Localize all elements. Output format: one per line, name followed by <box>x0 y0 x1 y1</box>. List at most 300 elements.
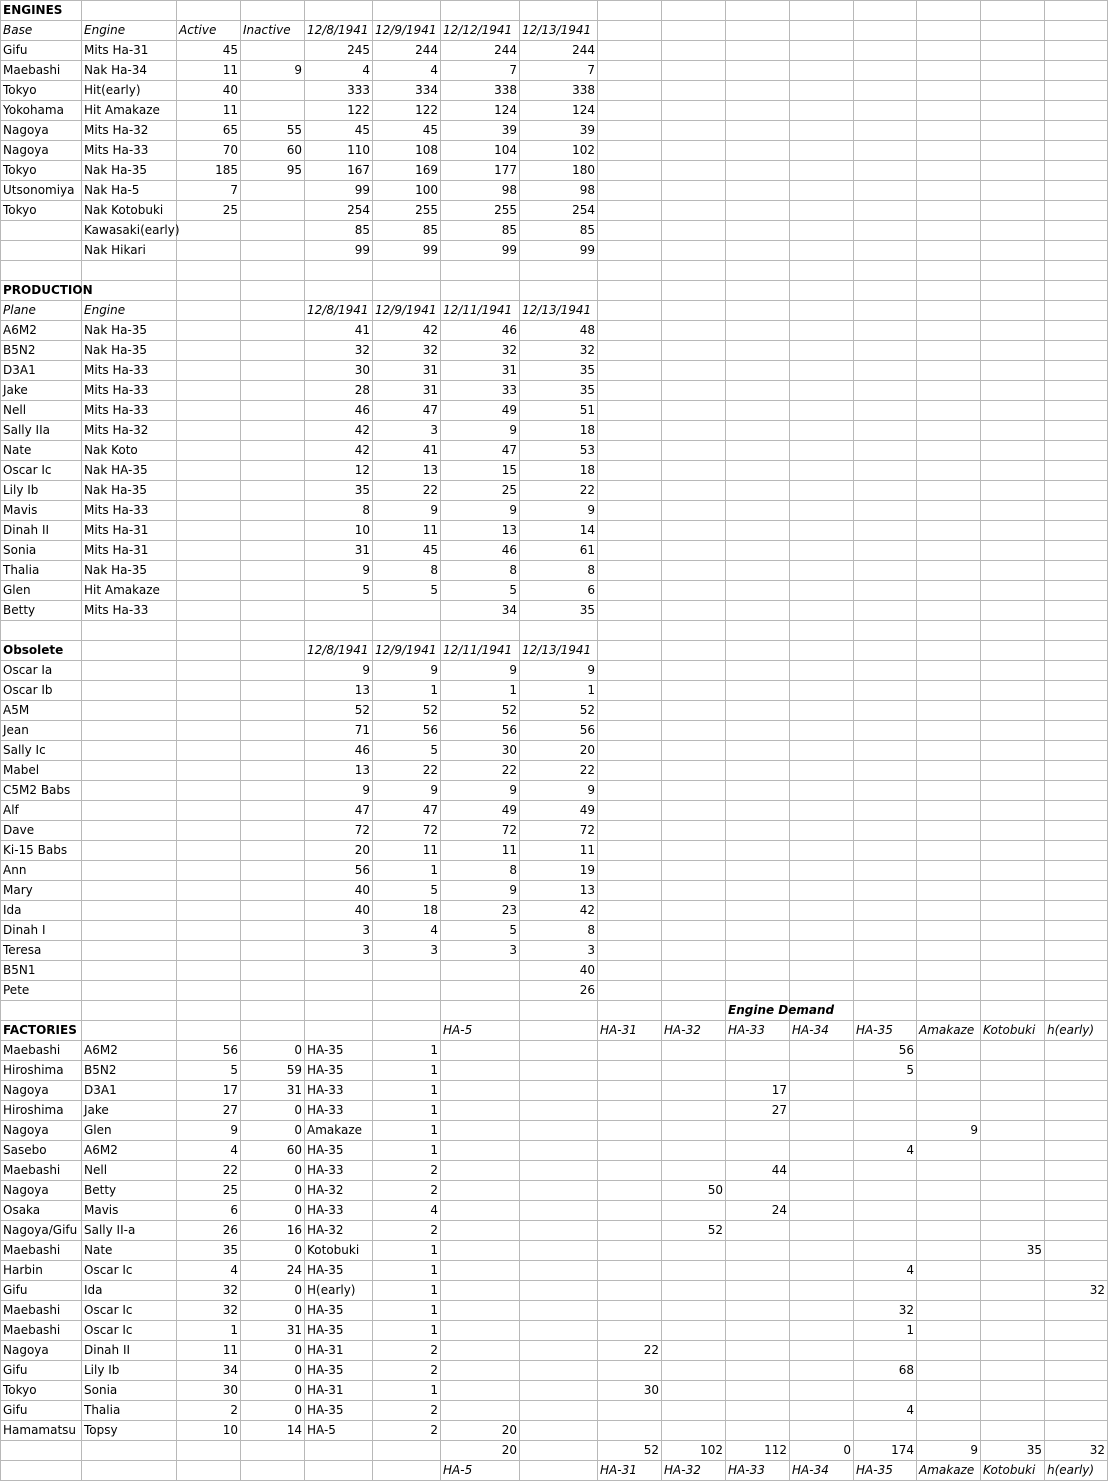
sheet-cell[interactable]: 1 <box>373 1241 441 1261</box>
sheet-cell[interactable] <box>598 441 662 461</box>
sheet-cell[interactable] <box>662 261 726 281</box>
sheet-cell[interactable] <box>177 241 241 261</box>
sheet-cell[interactable]: 4 <box>373 921 441 941</box>
sheet-cell[interactable] <box>726 1381 790 1401</box>
sheet-cell[interactable] <box>598 701 662 721</box>
sheet-cell[interactable]: 3 <box>520 941 598 961</box>
sheet-cell[interactable] <box>981 621 1045 641</box>
sheet-cell[interactable] <box>1045 1121 1108 1141</box>
sheet-cell[interactable] <box>241 441 305 461</box>
sheet-cell[interactable]: Tokyo <box>1 81 82 101</box>
sheet-cell[interactable]: A6M2 <box>82 1041 177 1061</box>
sheet-cell[interactable] <box>917 1281 981 1301</box>
sheet-cell[interactable]: 30 <box>305 361 373 381</box>
sheet-cell[interactable] <box>1045 1061 1108 1081</box>
sheet-cell[interactable]: 68 <box>854 1361 917 1381</box>
sheet-cell[interactable] <box>981 1181 1045 1201</box>
sheet-cell[interactable]: 39 <box>441 121 520 141</box>
sheet-cell[interactable]: 35 <box>520 361 598 381</box>
sheet-cell[interactable]: 1 <box>373 1101 441 1121</box>
sheet-cell[interactable] <box>790 1221 854 1241</box>
sheet-cell[interactable]: 12/13/1941 <box>520 301 598 321</box>
sheet-cell[interactable] <box>981 461 1045 481</box>
sheet-cell[interactable] <box>520 1061 598 1081</box>
sheet-cell[interactable] <box>790 341 854 361</box>
sheet-cell[interactable] <box>662 441 726 461</box>
sheet-cell[interactable]: 255 <box>441 201 520 221</box>
sheet-cell[interactable]: 3 <box>305 921 373 941</box>
sheet-cell[interactable]: 56 <box>177 1041 241 1061</box>
sheet-cell[interactable] <box>520 1261 598 1281</box>
sheet-cell[interactable] <box>598 801 662 821</box>
sheet-cell[interactable] <box>598 1221 662 1241</box>
sheet-cell[interactable] <box>1045 841 1108 861</box>
sheet-cell[interactable] <box>662 141 726 161</box>
sheet-cell[interactable] <box>441 961 520 981</box>
sheet-cell[interactable] <box>917 681 981 701</box>
sheet-cell[interactable] <box>917 1141 981 1161</box>
sheet-cell[interactable] <box>917 1041 981 1061</box>
sheet-cell[interactable]: 104 <box>441 141 520 161</box>
sheet-cell[interactable] <box>790 1081 854 1101</box>
sheet-cell[interactable]: Ida <box>1 901 82 921</box>
sheet-cell[interactable] <box>520 1021 598 1041</box>
sheet-cell[interactable]: 167 <box>305 161 373 181</box>
sheet-cell[interactable] <box>598 501 662 521</box>
sheet-cell[interactable] <box>790 1401 854 1421</box>
sheet-cell[interactable] <box>241 541 305 561</box>
sheet-cell[interactable] <box>662 1321 726 1341</box>
sheet-cell[interactable] <box>1045 1001 1108 1021</box>
sheet-cell[interactable] <box>177 441 241 461</box>
sheet-cell[interactable] <box>82 281 177 301</box>
sheet-cell[interactable]: 52 <box>441 701 520 721</box>
sheet-cell[interactable] <box>790 881 854 901</box>
sheet-cell[interactable] <box>981 201 1045 221</box>
sheet-cell[interactable] <box>981 1101 1045 1121</box>
sheet-cell[interactable]: 10 <box>305 521 373 541</box>
sheet-cell[interactable] <box>790 1 854 21</box>
sheet-cell[interactable]: Nak Ha-34 <box>82 61 177 81</box>
sheet-cell[interactable]: 5 <box>441 581 520 601</box>
sheet-cell[interactable] <box>241 1441 305 1461</box>
sheet-cell[interactable] <box>981 141 1045 161</box>
sheet-cell[interactable]: HA-35 <box>305 1261 373 1281</box>
sheet-cell[interactable]: Nate <box>82 1241 177 1261</box>
sheet-cell[interactable]: Oscar Ic <box>82 1321 177 1341</box>
sheet-cell[interactable]: Lily Ib <box>82 1361 177 1381</box>
sheet-cell[interactable] <box>241 261 305 281</box>
sheet-cell[interactable] <box>1045 221 1108 241</box>
sheet-cell[interactable] <box>726 441 790 461</box>
sheet-cell[interactable] <box>177 861 241 881</box>
sheet-cell[interactable]: Mavis <box>82 1201 177 1221</box>
sheet-cell[interactable] <box>598 841 662 861</box>
sheet-cell[interactable] <box>726 101 790 121</box>
sheet-cell[interactable]: 41 <box>305 321 373 341</box>
sheet-cell[interactable] <box>82 781 177 801</box>
sheet-cell[interactable]: 9 <box>917 1441 981 1461</box>
sheet-cell[interactable] <box>981 401 1045 421</box>
sheet-cell[interactable] <box>917 541 981 561</box>
sheet-cell[interactable]: 98 <box>520 181 598 201</box>
sheet-cell[interactable]: 9 <box>441 501 520 521</box>
sheet-cell[interactable]: 59 <box>241 1061 305 1081</box>
sheet-cell[interactable] <box>981 761 1045 781</box>
sheet-cell[interactable] <box>790 781 854 801</box>
sheet-cell[interactable] <box>917 961 981 981</box>
sheet-cell[interactable] <box>790 241 854 261</box>
sheet-cell[interactable]: 1 <box>373 1121 441 1141</box>
sheet-cell[interactable]: 9 <box>305 661 373 681</box>
sheet-cell[interactable]: 0 <box>241 1101 305 1121</box>
sheet-cell[interactable] <box>854 361 917 381</box>
sheet-cell[interactable] <box>1045 281 1108 301</box>
sheet-cell[interactable] <box>373 281 441 301</box>
sheet-cell[interactable] <box>1045 521 1108 541</box>
sheet-cell[interactable]: Nagoya <box>1 121 82 141</box>
sheet-cell[interactable]: HA-35 <box>305 1061 373 1081</box>
sheet-cell[interactable]: 9 <box>441 881 520 901</box>
sheet-cell[interactable]: 12/11/1941 <box>441 301 520 321</box>
sheet-cell[interactable]: Thalia <box>82 1401 177 1421</box>
sheet-cell[interactable] <box>854 541 917 561</box>
sheet-cell[interactable] <box>241 861 305 881</box>
sheet-cell[interactable] <box>790 621 854 641</box>
sheet-cell[interactable]: 35 <box>520 601 598 621</box>
sheet-cell[interactable]: HA-32 <box>662 1461 726 1481</box>
sheet-cell[interactable]: 45 <box>373 541 441 561</box>
sheet-cell[interactable]: 254 <box>305 201 373 221</box>
sheet-cell[interactable] <box>854 1221 917 1241</box>
sheet-cell[interactable] <box>1045 1141 1108 1161</box>
sheet-cell[interactable]: 47 <box>373 401 441 421</box>
sheet-cell[interactable]: Betty <box>1 601 82 621</box>
sheet-cell[interactable] <box>917 1201 981 1221</box>
sheet-cell[interactable]: 4 <box>854 1141 917 1161</box>
sheet-cell[interactable] <box>520 1381 598 1401</box>
sheet-cell[interactable] <box>917 1221 981 1241</box>
sheet-cell[interactable]: Plane <box>1 301 82 321</box>
sheet-cell[interactable] <box>177 561 241 581</box>
sheet-cell[interactable] <box>177 541 241 561</box>
sheet-cell[interactable] <box>854 41 917 61</box>
sheet-cell[interactable] <box>662 641 726 661</box>
sheet-cell[interactable]: 34 <box>441 601 520 621</box>
sheet-cell[interactable]: 18 <box>520 421 598 441</box>
sheet-cell[interactable]: Harbin <box>1 1261 82 1281</box>
sheet-cell[interactable] <box>726 541 790 561</box>
sheet-cell[interactable] <box>981 681 1045 701</box>
sheet-cell[interactable] <box>1045 1261 1108 1281</box>
sheet-cell[interactable] <box>441 1161 520 1181</box>
sheet-cell[interactable] <box>241 721 305 741</box>
sheet-cell[interactable] <box>981 961 1045 981</box>
sheet-cell[interactable]: 122 <box>373 101 441 121</box>
sheet-cell[interactable] <box>177 601 241 621</box>
sheet-cell[interactable] <box>790 401 854 421</box>
sheet-cell[interactable] <box>726 581 790 601</box>
sheet-cell[interactable]: 4 <box>177 1261 241 1281</box>
sheet-cell[interactable]: Nagoya/Gifu <box>1 1221 82 1241</box>
sheet-cell[interactable]: HA-32 <box>305 1181 373 1201</box>
sheet-cell[interactable] <box>241 621 305 641</box>
sheet-cell[interactable] <box>726 201 790 221</box>
sheet-cell[interactable] <box>981 1401 1045 1421</box>
sheet-cell[interactable] <box>373 1001 441 1021</box>
sheet-cell[interactable] <box>662 1261 726 1281</box>
sheet-cell[interactable] <box>981 601 1045 621</box>
sheet-cell[interactable] <box>241 781 305 801</box>
sheet-cell[interactable]: 11 <box>177 101 241 121</box>
sheet-cell[interactable] <box>981 261 1045 281</box>
sheet-cell[interactable] <box>662 701 726 721</box>
sheet-cell[interactable]: 65 <box>177 121 241 141</box>
sheet-cell[interactable] <box>177 1 241 21</box>
sheet-cell[interactable]: 9 <box>373 781 441 801</box>
sheet-cell[interactable] <box>854 641 917 661</box>
sheet-cell[interactable]: A6M2 <box>1 321 82 341</box>
sheet-cell[interactable]: 25 <box>441 481 520 501</box>
sheet-cell[interactable] <box>790 481 854 501</box>
sheet-cell[interactable]: 8 <box>305 501 373 521</box>
sheet-cell[interactable]: Dinah I <box>1 921 82 941</box>
sheet-cell[interactable] <box>790 701 854 721</box>
sheet-cell[interactable]: 12 <box>305 461 373 481</box>
sheet-cell[interactable]: 95 <box>241 161 305 181</box>
sheet-cell[interactable] <box>790 721 854 741</box>
sheet-cell[interactable] <box>82 821 177 841</box>
sheet-cell[interactable] <box>790 441 854 461</box>
sheet-cell[interactable]: 31 <box>305 541 373 561</box>
sheet-cell[interactable]: 49 <box>520 801 598 821</box>
sheet-cell[interactable] <box>82 881 177 901</box>
sheet-cell[interactable] <box>917 1001 981 1021</box>
sheet-cell[interactable]: 2 <box>373 1341 441 1361</box>
sheet-cell[interactable]: 22 <box>177 1161 241 1181</box>
sheet-cell[interactable] <box>241 401 305 421</box>
sheet-cell[interactable] <box>598 1401 662 1421</box>
sheet-cell[interactable] <box>854 1181 917 1201</box>
sheet-cell[interactable] <box>854 761 917 781</box>
sheet-cell[interactable] <box>726 621 790 641</box>
sheet-cell[interactable] <box>726 641 790 661</box>
sheet-cell[interactable] <box>790 381 854 401</box>
sheet-cell[interactable] <box>598 301 662 321</box>
sheet-cell[interactable] <box>726 961 790 981</box>
sheet-cell[interactable] <box>662 41 726 61</box>
sheet-cell[interactable]: 18 <box>520 461 598 481</box>
sheet-cell[interactable]: Mabel <box>1 761 82 781</box>
sheet-cell[interactable] <box>917 1301 981 1321</box>
sheet-cell[interactable] <box>854 301 917 321</box>
sheet-cell[interactable] <box>1045 741 1108 761</box>
sheet-cell[interactable] <box>726 321 790 341</box>
sheet-cell[interactable] <box>305 1021 373 1041</box>
sheet-cell[interactable]: Nak Hikari <box>82 241 177 261</box>
sheet-cell[interactable] <box>520 1201 598 1221</box>
sheet-cell[interactable] <box>598 1 662 21</box>
sheet-cell[interactable]: 53 <box>520 441 598 461</box>
sheet-cell[interactable]: Nak Ha-5 <box>82 181 177 201</box>
sheet-cell[interactable] <box>790 761 854 781</box>
sheet-cell[interactable]: 9 <box>241 61 305 81</box>
sheet-cell[interactable] <box>854 481 917 501</box>
sheet-cell[interactable]: 5 <box>373 581 441 601</box>
sheet-cell[interactable] <box>82 901 177 921</box>
sheet-cell[interactable] <box>981 301 1045 321</box>
sheet-cell[interactable] <box>598 461 662 481</box>
sheet-cell[interactable] <box>790 1281 854 1301</box>
sheet-cell[interactable] <box>598 901 662 921</box>
sheet-cell[interactable]: 31 <box>373 381 441 401</box>
sheet-cell[interactable] <box>1045 61 1108 81</box>
sheet-cell[interactable] <box>981 641 1045 661</box>
sheet-cell[interactable]: 22 <box>373 761 441 781</box>
sheet-cell[interactable]: 12/13/1941 <box>520 641 598 661</box>
sheet-cell[interactable] <box>726 1241 790 1261</box>
sheet-cell[interactable]: 1 <box>373 861 441 881</box>
sheet-cell[interactable]: Tokyo <box>1 1381 82 1401</box>
sheet-cell[interactable] <box>854 561 917 581</box>
sheet-cell[interactable]: Nak Ha-35 <box>82 161 177 181</box>
sheet-cell[interactable]: B5N1 <box>1 961 82 981</box>
sheet-cell[interactable]: 102 <box>520 141 598 161</box>
sheet-cell[interactable]: Mits Ha-33 <box>82 601 177 621</box>
sheet-cell[interactable] <box>441 1401 520 1421</box>
sheet-cell[interactable]: HA-34 <box>790 1021 854 1041</box>
sheet-cell[interactable] <box>1045 301 1108 321</box>
sheet-cell[interactable] <box>917 1081 981 1101</box>
sheet-cell[interactable] <box>177 661 241 681</box>
sheet-cell[interactable]: 3 <box>305 941 373 961</box>
sheet-cell[interactable]: 26 <box>177 1221 241 1241</box>
sheet-cell[interactable]: Betty <box>82 1181 177 1201</box>
sheet-cell[interactable]: Mits Ha-31 <box>82 41 177 61</box>
sheet-cell[interactable] <box>1045 1201 1108 1221</box>
sheet-cell[interactable] <box>917 1381 981 1401</box>
sheet-cell[interactable] <box>981 1141 1045 1161</box>
sheet-cell[interactable]: 99 <box>520 241 598 261</box>
sheet-cell[interactable] <box>662 1161 726 1181</box>
sheet-cell[interactable]: 1 <box>520 681 598 701</box>
sheet-cell[interactable]: 185 <box>177 161 241 181</box>
sheet-cell[interactable] <box>598 81 662 101</box>
sheet-cell[interactable] <box>726 901 790 921</box>
sheet-cell[interactable] <box>241 281 305 301</box>
sheet-cell[interactable]: 0 <box>241 1161 305 1181</box>
sheet-cell[interactable] <box>854 661 917 681</box>
sheet-cell[interactable]: 47 <box>441 441 520 461</box>
sheet-cell[interactable]: 56 <box>305 861 373 881</box>
sheet-cell[interactable] <box>726 941 790 961</box>
sheet-cell[interactable]: 18 <box>373 901 441 921</box>
sheet-cell[interactable] <box>662 501 726 521</box>
sheet-cell[interactable]: A6M2 <box>82 1141 177 1161</box>
sheet-cell[interactable]: 8 <box>520 561 598 581</box>
sheet-cell[interactable] <box>241 1 305 21</box>
sheet-cell[interactable] <box>305 961 373 981</box>
sheet-cell[interactable] <box>598 41 662 61</box>
sheet-cell[interactable] <box>981 1341 1045 1361</box>
sheet-cell[interactable]: 338 <box>520 81 598 101</box>
sheet-cell[interactable] <box>726 701 790 721</box>
sheet-cell[interactable] <box>726 261 790 281</box>
sheet-cell[interactable] <box>1045 341 1108 361</box>
sheet-cell[interactable] <box>241 881 305 901</box>
sheet-cell[interactable] <box>1045 1401 1108 1421</box>
sheet-cell[interactable]: Nak Ha-35 <box>82 481 177 501</box>
sheet-cell[interactable]: 49 <box>441 801 520 821</box>
sheet-cell[interactable]: 11 <box>441 841 520 861</box>
sheet-cell[interactable] <box>598 381 662 401</box>
sheet-cell[interactable] <box>790 981 854 1001</box>
sheet-cell[interactable]: Maebashi <box>1 1301 82 1321</box>
sheet-cell[interactable] <box>726 141 790 161</box>
sheet-cell[interactable] <box>520 1241 598 1261</box>
sheet-cell[interactable]: 180 <box>520 161 598 181</box>
sheet-cell[interactable]: 9 <box>441 421 520 441</box>
sheet-cell[interactable]: Nak Ha-35 <box>82 341 177 361</box>
sheet-cell[interactable]: Dinah II <box>1 521 82 541</box>
sheet-cell[interactable] <box>1045 601 1108 621</box>
sheet-cell[interactable] <box>854 1161 917 1181</box>
sheet-cell[interactable]: 169 <box>373 161 441 181</box>
sheet-cell[interactable]: 0 <box>241 1241 305 1261</box>
sheet-cell[interactable] <box>241 821 305 841</box>
sheet-cell[interactable] <box>662 481 726 501</box>
sheet-cell[interactable] <box>854 401 917 421</box>
sheet-cell[interactable]: 12/12/1941 <box>441 21 520 41</box>
sheet-cell[interactable] <box>520 621 598 641</box>
sheet-cell[interactable] <box>854 81 917 101</box>
sheet-cell[interactable] <box>1045 1341 1108 1361</box>
sheet-cell[interactable]: PRODUCTION <box>1 281 82 301</box>
sheet-cell[interactable]: 1 <box>373 1301 441 1321</box>
sheet-cell[interactable]: Kotobuki <box>305 1241 373 1261</box>
sheet-cell[interactable]: 19 <box>520 861 598 881</box>
sheet-cell[interactable] <box>726 41 790 61</box>
sheet-cell[interactable]: D3A1 <box>1 361 82 381</box>
sheet-cell[interactable] <box>726 1061 790 1081</box>
sheet-cell[interactable]: 60 <box>241 141 305 161</box>
sheet-cell[interactable] <box>790 581 854 601</box>
sheet-cell[interactable] <box>981 1001 1045 1021</box>
sheet-cell[interactable] <box>1045 581 1108 601</box>
sheet-cell[interactable] <box>177 701 241 721</box>
sheet-cell[interactable]: 4 <box>177 1141 241 1161</box>
sheet-cell[interactable] <box>790 601 854 621</box>
sheet-cell[interactable]: 49 <box>441 401 520 421</box>
sheet-cell[interactable] <box>241 661 305 681</box>
sheet-cell[interactable]: 0 <box>241 1121 305 1141</box>
sheet-cell[interactable] <box>520 1181 598 1201</box>
sheet-cell[interactable]: Tokyo <box>1 161 82 181</box>
sheet-cell[interactable]: 11 <box>373 841 441 861</box>
sheet-cell[interactable]: Amakaze <box>305 1121 373 1141</box>
sheet-cell[interactable]: Kawasaki(early) <box>82 221 177 241</box>
sheet-cell[interactable]: Mits Ha-31 <box>82 521 177 541</box>
sheet-cell[interactable] <box>917 761 981 781</box>
sheet-cell[interactable] <box>82 621 177 641</box>
sheet-cell[interactable] <box>441 1281 520 1301</box>
sheet-cell[interactable] <box>981 1361 1045 1381</box>
sheet-cell[interactable] <box>790 681 854 701</box>
sheet-cell[interactable] <box>790 41 854 61</box>
sheet-cell[interactable] <box>520 1341 598 1361</box>
sheet-cell[interactable]: 255 <box>373 201 441 221</box>
sheet-cell[interactable]: HA-35 <box>854 1021 917 1041</box>
